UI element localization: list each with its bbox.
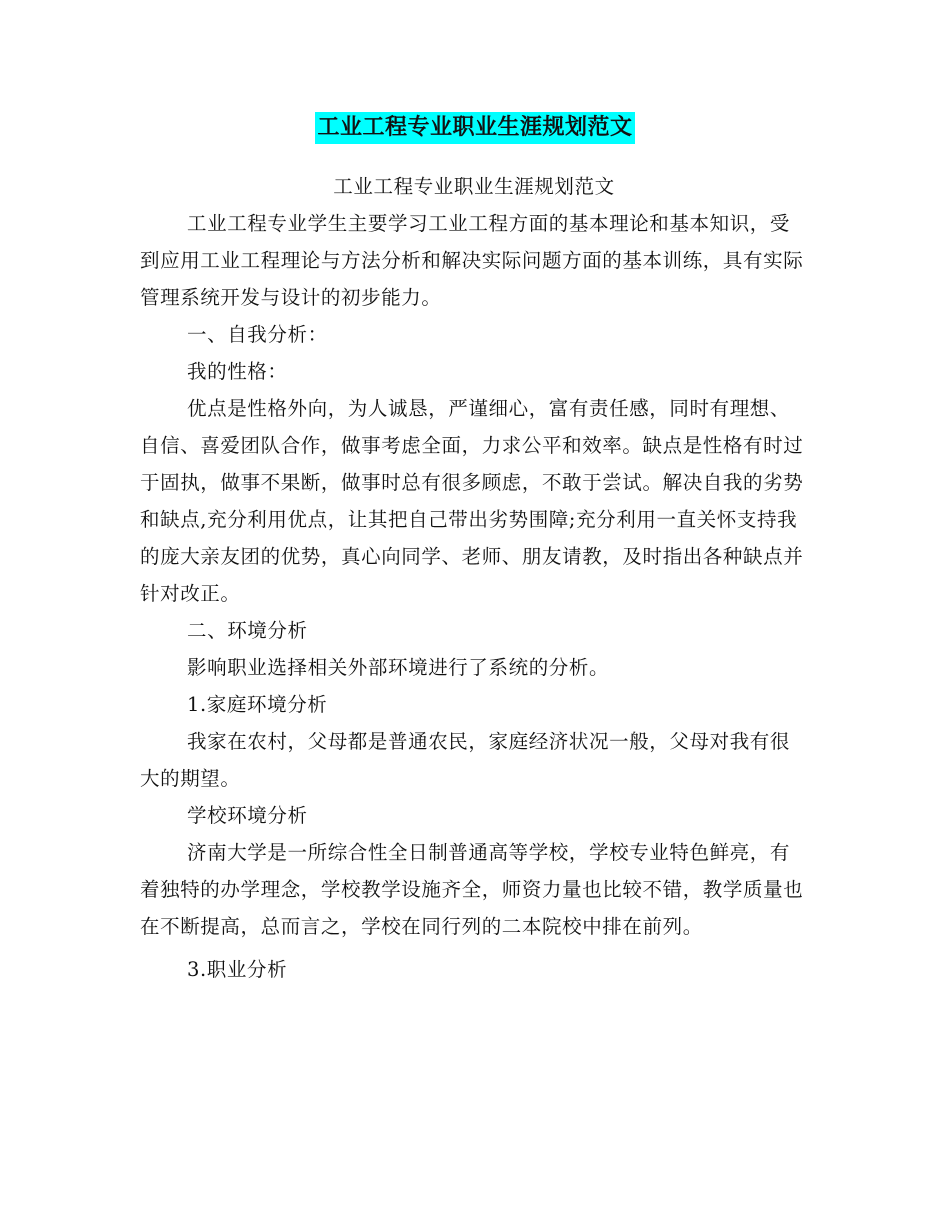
paragraph-personality: 优点是性格外向，为人诚恳，严谨细心，富有责任感，同时有理想、自信、喜爱团队合作，做事考虑全面，力求公平和效率。缺点是性格有时过于固执，做事不果断，做事时总有很多顾虑，不敢于尝试。解决自我的劣势和缺点,充分利用优点，让其把自己带出劣势围障;充分利用一直关怀支持我的庞大亲友团的优势，真心向同学、老师、朋友请教，及时指出各种缺点并针对改正。 [140, 397, 804, 605]
heading-family-environment: 1.家庭环境分析 [187, 693, 328, 716]
paragraph-intro: 工业工程专业学生主要学习工业工程方面的基本理论和基本知识，受到应用工业工程理论与方法分析和解决实际问题方面的基本训练，具有实际管理系统开发与设计的初步能力。 [140, 212, 804, 309]
heading-personality: 我的性格： [187, 360, 288, 383]
heading-school-environment: 学校环境分析 [187, 804, 308, 827]
heading-environment-analysis: 二、环境分析 [187, 619, 308, 642]
document-title: 工业工程专业职业生涯规划范文 [315, 112, 634, 144]
paragraph-family: 我家在农村，父母都是普通农民，家庭经济状况一般，父母对我有很大的期望。 [140, 730, 791, 790]
heading-self-analysis: 一、自我分析： [187, 323, 328, 346]
paragraph-school: 济南大学是一所综合性全日制普通高等学校，学校专业特色鲜亮，有着独特的办学理念，学校教学设施齐全，师资力量也比较不错，教学质量也在不断提高，总而言之，学校在同行列的二本院校中排在前列。 [140, 841, 804, 938]
title-container [0, 112, 950, 144]
subtitle: 工业工程专业职业生涯规划范文 [333, 175, 615, 198]
document-body [140, 168, 808, 988]
paragraph-environment: 影响职业选择相关外部环境进行了系统的分析。 [187, 656, 610, 679]
heading-career-analysis: 3.职业分析 [187, 958, 288, 981]
